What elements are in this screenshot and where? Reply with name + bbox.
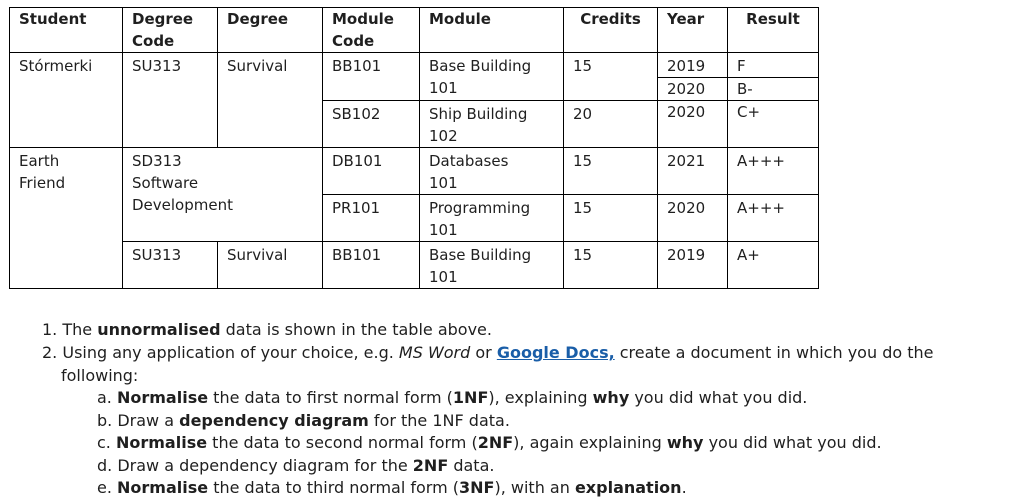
degree-code-line-1: SD313 bbox=[132, 152, 182, 170]
task-text: The unnormalised data is shown in the table above. bbox=[62, 320, 492, 339]
student-line-2: Friend bbox=[19, 174, 66, 192]
cell-degree-code: SU313 bbox=[123, 242, 218, 289]
module-line-2: 102 bbox=[429, 127, 458, 145]
cell-module bbox=[420, 242, 564, 289]
header-year: Year bbox=[658, 8, 728, 53]
module-line-1: Ship Building bbox=[429, 105, 528, 123]
cell-degree-code bbox=[123, 148, 323, 242]
cell-module-code: BB101 bbox=[323, 242, 420, 289]
student-line-1: Earth bbox=[19, 152, 60, 170]
table-row bbox=[10, 53, 819, 78]
task-text: Using any application of your choice, e.g. MS Word or Google Docs, create a document in which you do the bbox=[62, 343, 934, 362]
cell-year: 2021 bbox=[658, 148, 728, 195]
cell-year: 2019 bbox=[658, 242, 728, 289]
cell-result: B- bbox=[728, 78, 819, 101]
cell-module-code: DB101 bbox=[323, 148, 420, 195]
subtask-e: e. Normalise the data to third normal form (3NF), with an explanation. bbox=[97, 478, 687, 497]
module-line-2: 101 bbox=[429, 79, 458, 97]
cell-result: C+ bbox=[728, 101, 819, 148]
degree-code-line-2: Software bbox=[132, 174, 199, 192]
task-number: 2. bbox=[42, 343, 58, 362]
cell-module bbox=[420, 101, 564, 148]
module-line-2: 101 bbox=[429, 221, 458, 239]
cell-year: 2019 bbox=[658, 53, 728, 78]
module-line-1: Programming bbox=[429, 199, 531, 217]
table-header-row bbox=[10, 8, 819, 53]
google-docs-link[interactable]: Google Docs, bbox=[496, 343, 615, 362]
cell-module bbox=[420, 195, 564, 242]
cell-module bbox=[420, 53, 564, 101]
header-degree: Degree bbox=[218, 8, 323, 53]
module-line-1: Databases bbox=[429, 152, 509, 170]
header-degree-code: Degree Code bbox=[123, 8, 218, 53]
cell-student bbox=[10, 148, 123, 289]
table-row bbox=[10, 148, 819, 195]
cell-year: 2020 bbox=[658, 78, 728, 101]
module-line-1: Base Building bbox=[429, 246, 532, 264]
cell-module bbox=[420, 148, 564, 195]
cell-credits: 15 bbox=[564, 53, 658, 101]
task-2-continued: following: bbox=[61, 366, 139, 385]
subtask-c: c. Normalise the data to second normal form (2NF), again explaining why you did what you did. bbox=[97, 433, 882, 452]
task-2 bbox=[42, 342, 933, 364]
cell-result: F bbox=[728, 53, 819, 78]
unnormalised-table bbox=[9, 7, 819, 289]
cell-result: A+++ bbox=[728, 195, 819, 242]
subtask-d: d. Draw a dependency diagram for the 2NF data. bbox=[97, 456, 495, 475]
table-row bbox=[10, 242, 819, 289]
cell-credits: 15 bbox=[564, 148, 658, 195]
cell-degree-code: SU313 bbox=[123, 53, 218, 148]
header-credits: Credits bbox=[564, 8, 658, 53]
task-1 bbox=[42, 319, 492, 341]
header-module: Module bbox=[420, 8, 564, 53]
module-line-1: Base Building bbox=[429, 57, 532, 75]
subtask-b: b. Draw a dependency diagram for the 1NF data. bbox=[97, 411, 510, 430]
cell-module-code: PR101 bbox=[323, 195, 420, 242]
cell-credits: 15 bbox=[564, 242, 658, 289]
header-result: Result bbox=[728, 8, 819, 53]
degree-code-line-3: Development bbox=[132, 196, 233, 214]
module-line-2: 101 bbox=[429, 268, 458, 286]
cell-credits: 20 bbox=[564, 101, 658, 148]
cell-degree: Survival bbox=[218, 53, 323, 148]
cell-credits: 15 bbox=[564, 195, 658, 242]
cell-result: A+++ bbox=[728, 148, 819, 195]
cell-module-code: SB102 bbox=[323, 101, 420, 148]
cell-year: 2020 bbox=[658, 195, 728, 242]
cell-result: A+ bbox=[728, 242, 819, 289]
header-student: Student bbox=[10, 8, 123, 53]
cell-degree: Survival bbox=[218, 242, 323, 289]
task-number: 1. bbox=[42, 320, 58, 339]
cell-module-code: BB101 bbox=[323, 53, 420, 101]
cell-year: 2020 bbox=[658, 101, 728, 148]
subtask-a: a. Normalise the data to first normal form (1NF), explaining why you did what you did. bbox=[97, 388, 808, 407]
header-module-code: Module Code bbox=[323, 8, 420, 53]
cell-student: Stórmerki bbox=[10, 53, 123, 148]
module-line-2: 101 bbox=[429, 174, 458, 192]
